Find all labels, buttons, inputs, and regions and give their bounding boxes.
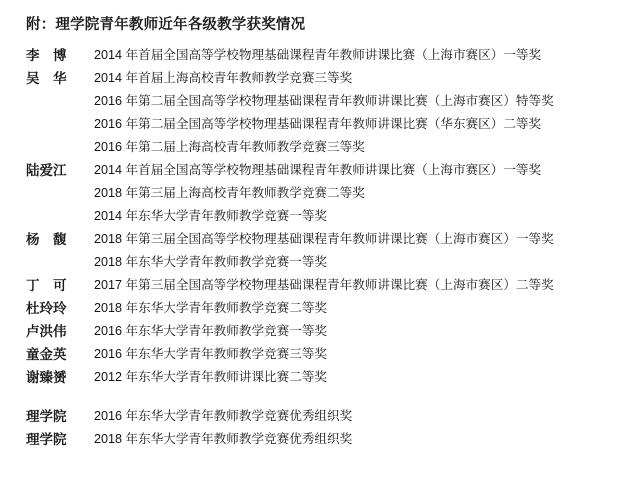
award-entry bbox=[26, 274, 622, 297]
award-line: 2012 年东华大学青年教师讲课比赛二等奖 bbox=[94, 370, 328, 384]
award-line: 2014 年首届上海高校青年教师教学竞赛三等奖 bbox=[94, 71, 353, 85]
entry-name: 谢臻赟 bbox=[26, 370, 67, 385]
entry-name: 李 博 bbox=[26, 48, 67, 63]
entry-name: 杨 馥 bbox=[26, 232, 67, 247]
award-line: 2016 年第二届全国高等学校物理基础课程青年教师讲课比赛（上海市赛区）特等奖 bbox=[94, 94, 554, 108]
award-entry bbox=[26, 67, 622, 159]
award-entry bbox=[26, 297, 622, 320]
award-entry bbox=[26, 320, 622, 343]
entry-award-lines bbox=[94, 67, 622, 159]
entry-award-lines bbox=[94, 228, 622, 274]
award-entry bbox=[26, 366, 622, 389]
entry-name: 童金英 bbox=[26, 347, 67, 362]
award-line: 2016 年东华大学青年教师教学竞赛一等奖 bbox=[94, 324, 328, 338]
award-entry bbox=[26, 44, 622, 67]
award-line: 2016 年东华大学青年教师教学竞赛三等奖 bbox=[94, 347, 328, 361]
entry-award-lines bbox=[94, 274, 622, 297]
award-line: 2018 年东华大学青年教师教学竞赛一等奖 bbox=[94, 255, 328, 269]
award-line: 2017 年第三届全国高等学校物理基础课程青年教师讲课比赛（上海市赛区）二等奖 bbox=[94, 278, 554, 292]
award-entry-list bbox=[26, 44, 622, 451]
award-line: 2016 年东华大学青年教师教学竞赛优秀组织奖 bbox=[94, 409, 353, 423]
award-entry bbox=[26, 428, 622, 451]
entry-award-lines bbox=[94, 44, 622, 67]
page-title: 附：理学院青年教师近年各级教学获奖情况 bbox=[26, 17, 306, 33]
entry-name: 杜玲玲 bbox=[26, 301, 67, 316]
award-line: 2014 年首届全国高等学校物理基础课程青年教师讲课比赛（上海市赛区）一等奖 bbox=[94, 48, 542, 62]
award-entry bbox=[26, 159, 622, 228]
award-line: 2018 年第三届上海高校青年教师教学竞赛二等奖 bbox=[94, 186, 365, 200]
entry-name: 吴 华 bbox=[26, 71, 67, 86]
entry-award-lines bbox=[94, 428, 622, 451]
award-line: 2018 年第三届全国高等学校物理基础课程青年教师讲课比赛（上海市赛区）一等奖 bbox=[94, 232, 554, 246]
award-entry bbox=[26, 343, 622, 366]
award-entry bbox=[26, 228, 622, 274]
entry-name: 理学院 bbox=[26, 409, 67, 424]
entry-award-lines bbox=[94, 320, 622, 343]
entry-name: 陆爱江 bbox=[26, 163, 67, 178]
entry-award-lines bbox=[94, 159, 622, 228]
award-line: 2018 年东华大学青年教师教学竞赛优秀组织奖 bbox=[94, 432, 353, 446]
entry-name: 理学院 bbox=[26, 432, 67, 447]
award-line: 2016 年第二届全国高等学校物理基础课程青年教师讲课比赛（华东赛区）二等奖 bbox=[94, 117, 542, 131]
entry-award-lines bbox=[94, 366, 622, 389]
award-line: 2018 年东华大学青年教师教学竞赛二等奖 bbox=[94, 301, 328, 315]
award-line: 2014 年东华大学青年教师教学竞赛一等奖 bbox=[94, 209, 328, 223]
entry-award-lines bbox=[94, 343, 622, 366]
entry-award-lines bbox=[94, 405, 622, 428]
entry-award-lines bbox=[94, 297, 622, 320]
award-line: 2014 年首届全国高等学校物理基础课程青年教师讲课比赛（上海市赛区）一等奖 bbox=[94, 163, 542, 177]
entry-name: 卢洪伟 bbox=[26, 324, 67, 339]
award-entry bbox=[26, 405, 622, 428]
award-line: 2016 年第二届上海高校青年教师教学竞赛三等奖 bbox=[94, 140, 365, 154]
entry-name: 丁 可 bbox=[26, 278, 67, 293]
